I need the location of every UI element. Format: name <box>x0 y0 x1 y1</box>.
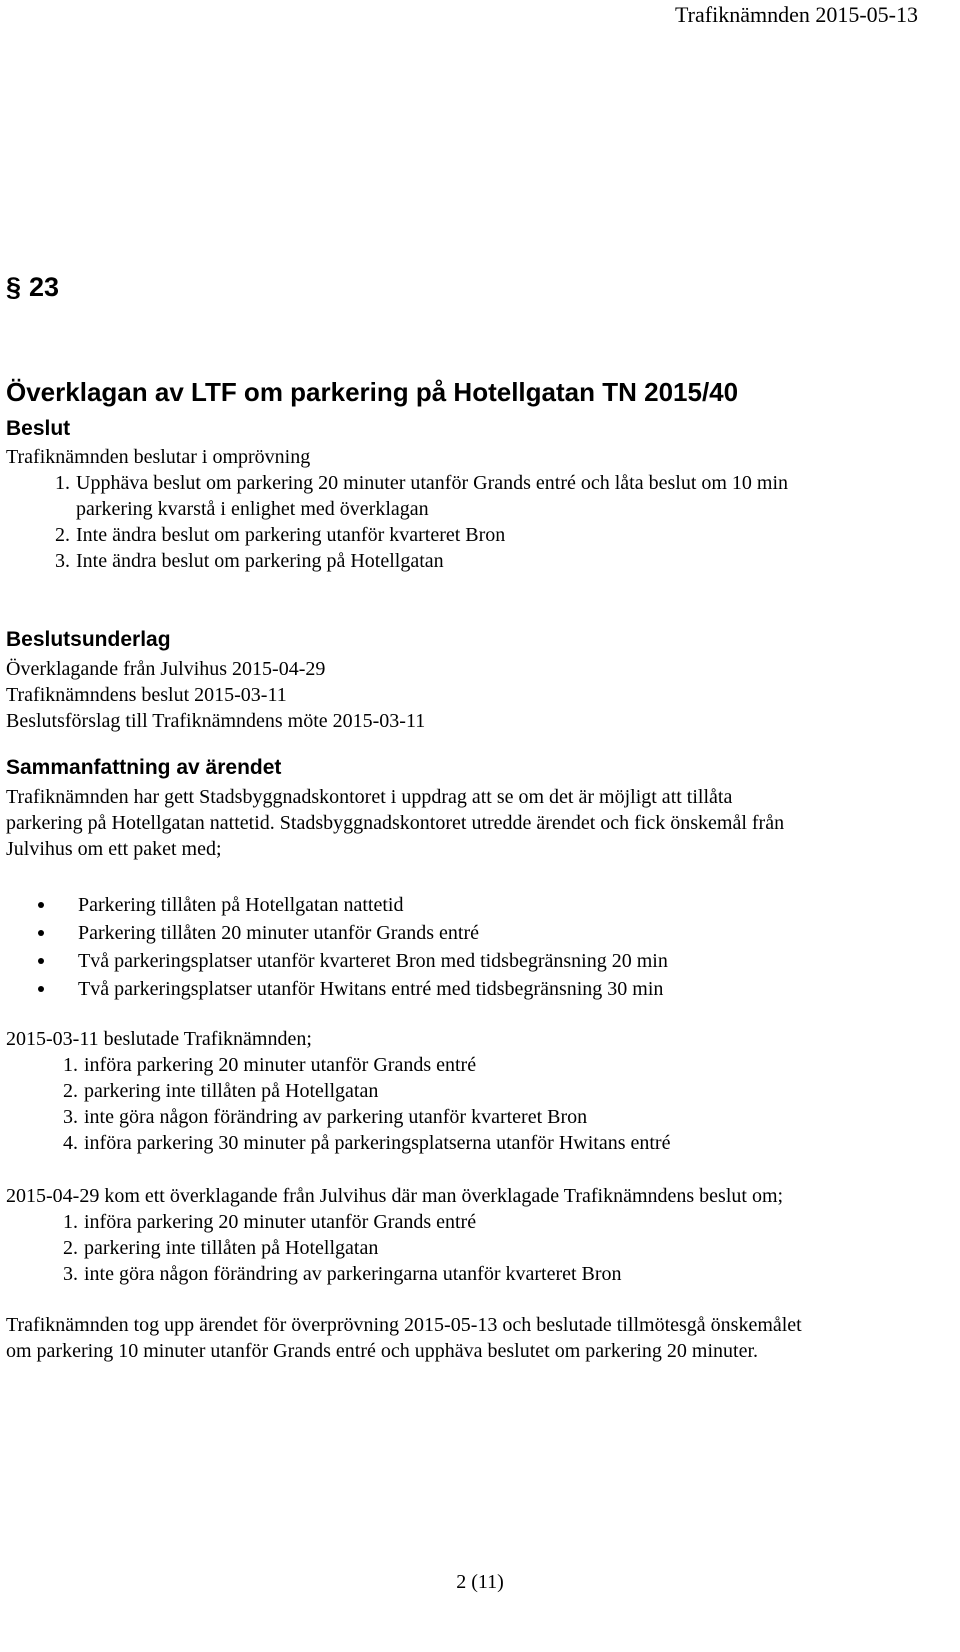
bullet-list <box>38 891 668 1003</box>
list-item <box>55 522 788 548</box>
list-number: 1. <box>63 1211 78 1233</box>
list-item-text: Upphäva beslut om parkering 20 minuter utanför Grands entré och låta beslut om 10 min <box>76 472 789 494</box>
beslut-intro: Trafiknämnden beslutar i omprövning <box>6 446 311 468</box>
page-title: Överklagan av LTF om parkering på Hotellgatan TN 2015/40 <box>6 377 739 407</box>
bullet-text: Två parkeringsplatser utanför kvarteret Bron med tidsbegränsning 20 min <box>78 950 668 972</box>
bullet-item <box>38 919 668 947</box>
list-number: 4. <box>63 1132 78 1154</box>
bullet-item <box>38 947 668 975</box>
decision2-intro: 2015-04-29 kom ett överklagande från Julvihus där man överklagade Trafiknämndens beslut om; <box>6 1185 784 1207</box>
list-item-text: införa parkering 20 minuter utanför Grands entré <box>84 1054 477 1076</box>
list-item <box>63 1052 670 1078</box>
section-number <box>6 272 59 303</box>
section-sign: § <box>6 272 22 302</box>
list-item <box>63 1130 671 1156</box>
page-number: 2 (11) <box>456 1571 504 1593</box>
list-item <box>63 1078 670 1104</box>
list-number: 2. <box>55 524 70 546</box>
closing-line: om parkering 10 minuter utanför Grands entré och upphäva beslutet om parkering 20 minuter. <box>6 1340 759 1362</box>
paragraph-line: Julvihus om ett paket med; <box>6 838 222 860</box>
list-item <box>63 1209 622 1235</box>
list-number: 1. <box>63 1054 78 1076</box>
list-item <box>55 548 788 574</box>
list-number: 2. <box>63 1080 78 1102</box>
closing-line: Trafiknämnden tog upp ärendet för överprövning 2015-05-13 och beslutade tillmötesgå önskemålet <box>6 1314 802 1336</box>
list-number: 1. <box>55 472 70 494</box>
list-item <box>63 1261 622 1287</box>
decision1-intro: 2015-03-11 beslutade Trafiknämnden; <box>6 1028 312 1050</box>
underlag-heading: Beslutsunderlag <box>6 628 171 651</box>
list-item-text: parkering inte tillåten på Hotellgatan <box>84 1080 379 1102</box>
section-number-value: 23 <box>29 272 60 302</box>
list-item <box>63 1235 622 1261</box>
list-item <box>63 1104 670 1130</box>
decision2-list <box>63 1209 622 1287</box>
beslut-list <box>55 470 789 574</box>
bullet-text: Två parkeringsplatser utanför Hwitans entré med tidsbegränsning 30 min <box>78 978 664 1000</box>
list-number: 2. <box>63 1237 78 1259</box>
bullet-icon <box>38 902 44 908</box>
bullet-icon <box>38 930 44 936</box>
list-item-text: införa parkering 30 minuter på parkeringsplatserna utanför Hwitans entré <box>84 1132 671 1154</box>
bullet-text: Parkering tillåten 20 minuter utanför Grands entré <box>78 922 479 944</box>
list-item-text: parkering inte tillåten på Hotellgatan <box>84 1237 379 1259</box>
underlag-line: Trafiknämndens beslut 2015-03-11 <box>6 684 287 706</box>
bullet-icon <box>38 958 44 964</box>
list-number: 3. <box>55 550 70 572</box>
list-number: 3. <box>63 1263 78 1285</box>
paragraph-line: parkering på Hotellgatan nattetid. Stadsbyggnadskontoret utredde ärendet och fick önskemål från <box>6 812 785 834</box>
decision1-list <box>63 1052 671 1156</box>
page-header: Trafiknämnden 2015-05-13 <box>675 2 918 27</box>
underlag-line: Överklagande från Julvihus 2015-04-29 <box>6 658 326 680</box>
list-item-text: Inte ändra beslut om parkering på Hotellgatan <box>76 550 444 572</box>
beslut-heading: Beslut <box>6 417 71 440</box>
list-number: 3. <box>63 1106 78 1128</box>
underlag-line: Beslutsförslag till Trafiknämndens möte 2015-03-11 <box>6 710 426 732</box>
bullet-icon <box>38 986 44 992</box>
bullet-item <box>38 975 668 1003</box>
list-item-text: införa parkering 20 minuter utanför Grands entré <box>84 1211 477 1233</box>
bullet-text: Parkering tillåten på Hotellgatan nattetid <box>78 894 404 916</box>
bullet-item <box>38 891 668 919</box>
list-item-text: inte göra någon förändring av parkering utanför kvarteret Bron <box>84 1106 588 1128</box>
paragraph-line: Trafiknämnden har gett Stadsbyggnadskontoret i uppdrag att se om det är möjligt att tillåta <box>6 786 733 808</box>
list-item-text: parkering kvarstå i enlighet med överklagan <box>76 498 429 520</box>
list-item <box>55 470 789 522</box>
sammanfattning-heading: Sammanfattning av ärendet <box>6 756 282 779</box>
list-item-text: Inte ändra beslut om parkering utanför kvarteret Bron <box>76 524 506 546</box>
list-item-text: inte göra någon förändring av parkeringarna utanför kvarteret Bron <box>84 1263 622 1285</box>
